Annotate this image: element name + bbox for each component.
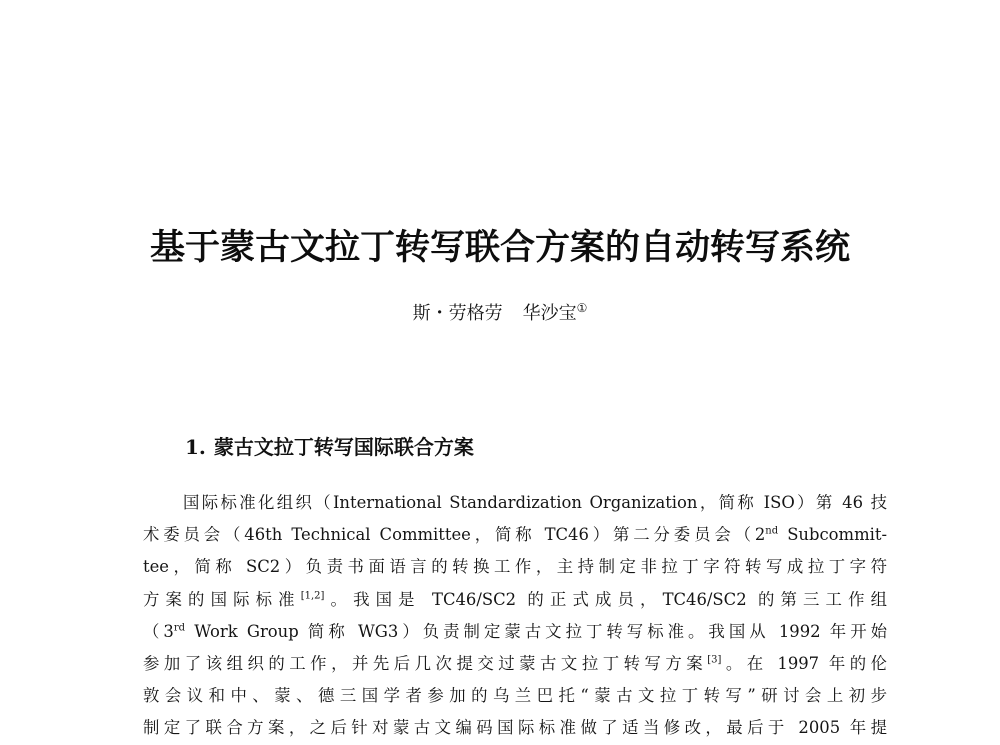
text-line-content: 制定了联合方案，之后针对蒙古文编码国际标准做了适当修改，最后于 2005 年提 [143, 718, 887, 738]
paper-title: 基于蒙古文拉丁转写联合方案的自动转写系统 [149, 227, 850, 268]
ordinal-suffix: nd [765, 525, 779, 537]
text-line [143, 487, 887, 519]
text-line-content: 方案的国际标准 [143, 589, 301, 609]
section-heading [185, 432, 474, 462]
text-line-content: （3 [143, 621, 174, 641]
text-line [143, 712, 887, 744]
citation-ref[interactable]: [3] [707, 654, 722, 666]
text-line-content: 国际标准化组织（International Standardization Organization，简称 ISO）第 46 技 [183, 493, 887, 512]
text-line-content: Subcommit- [778, 525, 887, 545]
author-line [0, 302, 1000, 326]
text-line-content: 。在 1997 年的伦 [721, 653, 887, 673]
citation-ref[interactable]: [1,2] [300, 590, 325, 602]
section-title: 蒙古文拉丁转写国际联合方案 [213, 435, 474, 459]
author-name: 斯・劳格劳 [412, 303, 503, 324]
text-line [143, 519, 887, 551]
text-line [143, 648, 887, 680]
text-line [143, 551, 887, 583]
text-line [143, 616, 887, 648]
text-line-content: 术委员会（46th Technical Committee，简称 TC46）第二分委员会（2 [143, 525, 766, 545]
text-line-content: Work Group 简称 WG3）负责制定蒙古文拉丁转写标准。我国从 1992 年开始 [185, 621, 887, 641]
footnote-marker[interactable]: ① [576, 301, 588, 315]
text-line [143, 680, 887, 712]
text-line [143, 584, 887, 616]
text-line-content: 敦会议和中、蒙、德三国学者参加的乌兰巴托“蒙古文拉丁转写”研讨会上初步 [143, 686, 887, 706]
author-name: 华沙宝 [522, 303, 577, 324]
body-paragraph [143, 487, 887, 745]
text-line-content: 参加了该组织的工作，并先后几次提交过蒙古文拉丁转写方案 [143, 653, 708, 673]
text-line-content: 。我国是 TC46/SC2 的正式成员，TC46/SC2 的第三工作组 [324, 589, 888, 609]
ordinal-suffix: rd [173, 622, 186, 634]
text-line-content: tee，简称 SC2）负责书面语言的转换工作，主持制定非拉丁字符转写成拉丁字符 [143, 557, 887, 577]
section-number: 1. [185, 435, 206, 459]
